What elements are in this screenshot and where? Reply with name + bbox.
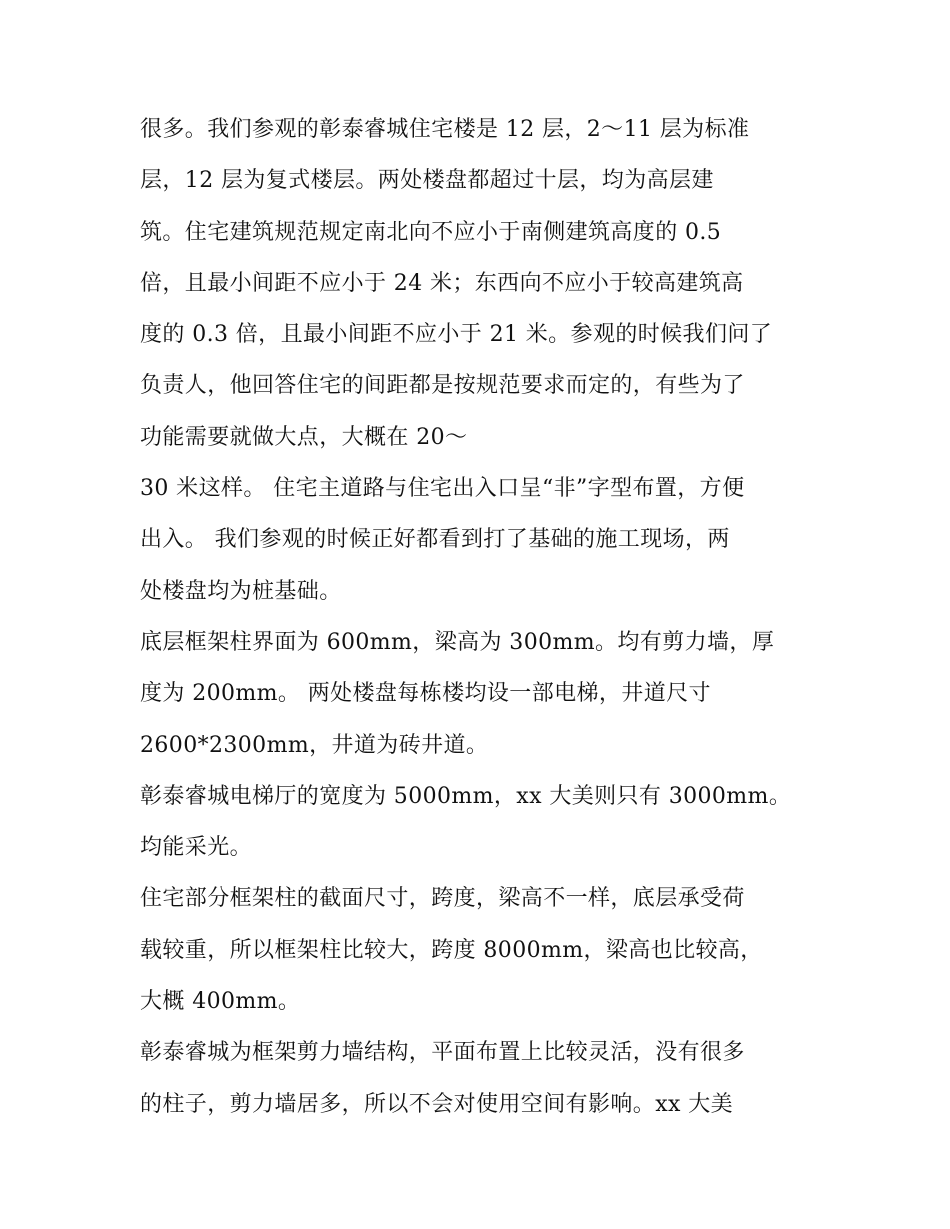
text-line: 倍，且最小间距不应小于 24 米；东西向不应小于较高建筑高 [140, 270, 744, 296]
text-line: 载较重，所以框架柱比较大，跨度 8000mm，梁高也比较高， [140, 937, 763, 963]
text-line: 大概 400mm。 [140, 989, 301, 1015]
text-line: 30 米这样。 住宅主道路与住宅出入口呈“非”字型布置，方便 [140, 476, 745, 502]
text-line: 层，12 层为复式楼层。两处楼盘都超过十层，均为高层建 [140, 168, 714, 194]
text-line: 筑。住宅建筑规范规定南北向不应小于南侧建筑高度的 0.5 [140, 219, 722, 245]
text-line: 彰泰睿城为框架剪力墙结构，平面布置上比较灵活，没有很多 [140, 1040, 745, 1066]
text-line: 度的 0.3 倍，且最小间距不应小于 21 米。参观的时候我们问了 [140, 322, 773, 348]
text-line: 底层框架柱界面为 600mm，梁高为 300mm。均有剪力墙，厚 [140, 629, 775, 655]
text-line: 负责人，他回答住宅的间距都是按规范要求而定的，有些为了 [140, 373, 745, 399]
text-line: 的柱子，剪力墙居多，所以不会对使用空间有影响。xx 大美 [140, 1091, 734, 1117]
text-line: 住宅部分框架柱的截面尺寸，跨度，梁高不一样，底层承受荷 [140, 886, 745, 912]
text-line: 很多。我们参观的彰泰睿城住宅楼是 12 层，2～11 层为标准 [140, 117, 750, 142]
text-line: 功能需要就做大点，大概在 20～ [140, 424, 468, 450]
document-body [140, 108, 820, 1134]
text-line: 均能采光。 [140, 835, 253, 861]
text-line: 处楼盘均为桩基础。 [140, 578, 342, 604]
text-line: 2600*2300mm，井道为砖井道。 [140, 732, 489, 758]
text-line: 出入。 我们参观的时候正好都看到打了基础的施工现场，两 [140, 527, 730, 553]
text-line: 度为 200mm。 两处楼盘每栋楼均设一部电梯，井道尺寸 [140, 681, 711, 707]
text-line: 彰泰睿城电梯厅的宽度为 5000mm，xx 大美则只有 3000mm。 [140, 783, 792, 809]
